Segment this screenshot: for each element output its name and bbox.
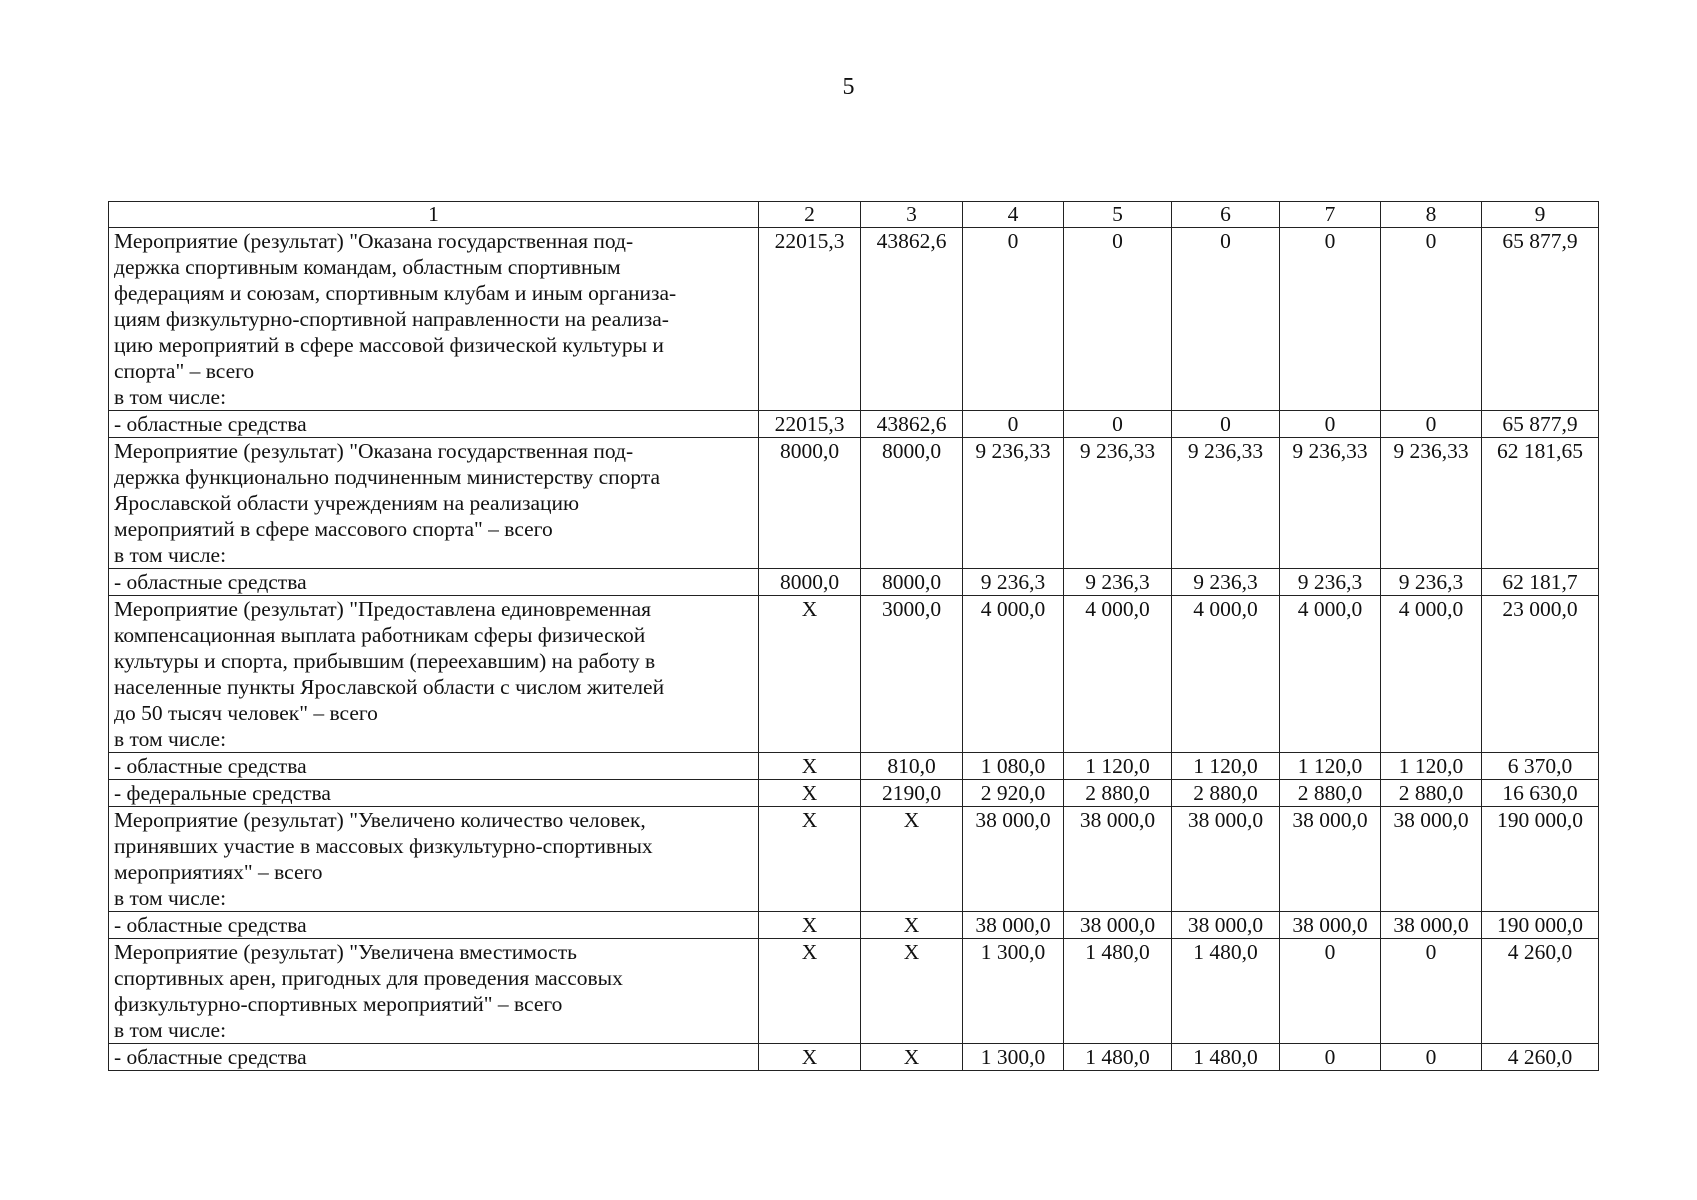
value-cell: 0: [963, 411, 1064, 438]
value-cell: 2 880,0: [1172, 780, 1280, 807]
column-number: 8: [1381, 202, 1482, 228]
value-cell: 1 300,0: [963, 939, 1064, 1044]
measure-description: [109, 939, 759, 1044]
funding-source-label: - областные средства: [109, 912, 759, 939]
column-number: 4: [963, 202, 1064, 228]
description-line: принявших участие в массовых физкультурно-спортивных: [114, 834, 653, 858]
value-cell: 2 920,0: [963, 780, 1064, 807]
description-line: культуры и спорта, прибывшим (переехавшим) на работу в: [114, 649, 656, 673]
value-cell: 2190,0: [861, 780, 963, 807]
value-cell: 3000,0: [861, 596, 963, 753]
description-line: в том числе:: [114, 1018, 227, 1042]
value-cell: 2 880,0: [1381, 780, 1482, 807]
description-line: мероприятий в сфере массового спорта" – всего: [114, 517, 553, 541]
description-line: мероприятиях" – всего: [114, 860, 323, 884]
budget-table: [108, 201, 1599, 1071]
value-cell: 2 880,0: [1064, 780, 1172, 807]
value-cell: 9 236,3: [1280, 569, 1381, 596]
value-cell: 8000,0: [861, 438, 963, 569]
table-body: [109, 202, 1599, 1071]
description-line: физкультурно-спортивных мероприятий" – всего: [114, 992, 563, 1016]
description-line: в том числе:: [114, 543, 227, 567]
value-cell: 0: [1280, 1044, 1381, 1071]
value-cell: 1 480,0: [1064, 1044, 1172, 1071]
value-cell: 8000,0: [759, 569, 861, 596]
value-cell: 2 880,0: [1280, 780, 1381, 807]
value-cell: 4 260,0: [1482, 1044, 1599, 1071]
value-cell: 38 000,0: [1064, 912, 1172, 939]
value-cell: 0: [1381, 939, 1482, 1044]
value-cell: 8000,0: [759, 438, 861, 569]
description-line: в том числе:: [114, 886, 227, 910]
value-cell: 6 370,0: [1482, 753, 1599, 780]
value-cell: 9 236,3: [1381, 569, 1482, 596]
value-cell: 38 000,0: [963, 912, 1064, 939]
value-cell: Х: [861, 807, 963, 912]
measure-row: [109, 596, 1599, 753]
value-cell: 4 000,0: [1381, 596, 1482, 753]
description-line: держка функционально подчиненным министерству спорта: [114, 465, 661, 489]
value-cell: 65 877,9: [1482, 411, 1599, 438]
value-cell: 4 000,0: [963, 596, 1064, 753]
value-cell: 22015,3: [759, 411, 861, 438]
description-line: в том числе:: [114, 727, 227, 751]
value-cell: 4 000,0: [1064, 596, 1172, 753]
value-cell: 1 300,0: [963, 1044, 1064, 1071]
value-cell: 0: [963, 228, 1064, 411]
description-line: в том числе:: [114, 385, 227, 409]
value-cell: 1 120,0: [1172, 753, 1280, 780]
funding-source-label: - областные средства: [109, 569, 759, 596]
column-number: 1: [109, 202, 759, 228]
funding-source-row: [109, 753, 1599, 780]
value-cell: Х: [861, 1044, 963, 1071]
value-cell: 0: [1064, 228, 1172, 411]
page-number: 5: [842, 74, 855, 100]
value-cell: 4 000,0: [1280, 596, 1381, 753]
value-cell: 4 260,0: [1482, 939, 1599, 1044]
value-cell: 0: [1280, 228, 1381, 411]
description-line: держка спортивным командам, областным спортивным: [114, 255, 621, 279]
description-line: Мероприятие (результат) "Оказана государственная под-: [114, 229, 634, 253]
value-cell: 190 000,0: [1482, 807, 1599, 912]
value-cell: Х: [759, 780, 861, 807]
value-cell: Х: [861, 939, 963, 1044]
description-line: Мероприятие (результат) "Увеличена вместимость: [114, 940, 577, 964]
value-cell: 0: [1381, 411, 1482, 438]
column-number: 6: [1172, 202, 1280, 228]
description-line: Мероприятие (результат) "Увеличено количество человек,: [114, 808, 646, 832]
value-cell: 0: [1381, 1044, 1482, 1071]
value-cell: 38 000,0: [1172, 912, 1280, 939]
description-line: Ярославской области учреждениям на реализацию: [114, 491, 580, 515]
measure-row: [109, 939, 1599, 1044]
funding-source-row: [109, 912, 1599, 939]
value-cell: Х: [759, 807, 861, 912]
value-cell: 1 080,0: [963, 753, 1064, 780]
column-number: 9: [1482, 202, 1599, 228]
funding-source-label: - областные средства: [109, 753, 759, 780]
value-cell: 9 236,3: [1064, 569, 1172, 596]
measure-description: [109, 807, 759, 912]
funding-source-row: [109, 780, 1599, 807]
column-number: 7: [1280, 202, 1381, 228]
measure-row: [109, 228, 1599, 411]
funding-source-row: [109, 569, 1599, 596]
value-cell: 65 877,9: [1482, 228, 1599, 411]
value-cell: 16 630,0: [1482, 780, 1599, 807]
funding-source-row: [109, 1044, 1599, 1071]
funding-source-label: - федеральные средства: [109, 780, 759, 807]
value-cell: 0: [1280, 939, 1381, 1044]
column-number: 5: [1064, 202, 1172, 228]
value-cell: 0: [1172, 411, 1280, 438]
value-cell: 9 236,3: [1172, 569, 1280, 596]
value-cell: 0: [1064, 411, 1172, 438]
value-cell: 23 000,0: [1482, 596, 1599, 753]
description-line: населенные пункты Ярославской области с числом жителей: [114, 675, 665, 699]
value-cell: 62 181,65: [1482, 438, 1599, 569]
description-line: циям физкультурно-спортивной направленности на реализа-: [114, 307, 669, 331]
value-cell: 43862,6: [861, 228, 963, 411]
value-cell: Х: [759, 1044, 861, 1071]
value-cell: 43862,6: [861, 411, 963, 438]
value-cell: 38 000,0: [1381, 912, 1482, 939]
column-number: 2: [759, 202, 861, 228]
value-cell: 810,0: [861, 753, 963, 780]
value-cell: 38 000,0: [1381, 807, 1482, 912]
value-cell: Х: [861, 912, 963, 939]
description-line: до 50 тысяч человек" – всего: [114, 701, 378, 725]
description-line: спортивных арен, пригодных для проведения массовых: [114, 966, 623, 990]
funding-source-label: - областные средства: [109, 1044, 759, 1071]
measure-description: [109, 596, 759, 753]
value-cell: 38 000,0: [1280, 807, 1381, 912]
measure-description: [109, 228, 759, 411]
value-cell: 4 000,0: [1172, 596, 1280, 753]
description-line: компенсационная выплата работникам сферы физической: [114, 623, 646, 647]
funding-source-row: [109, 411, 1599, 438]
value-cell: 0: [1280, 411, 1381, 438]
value-cell: 190 000,0: [1482, 912, 1599, 939]
description-line: Мероприятие (результат) "Предоставлена единовременная: [114, 597, 652, 621]
value-cell: 9 236,3: [963, 569, 1064, 596]
description-line: спорта" – всего: [114, 359, 255, 383]
value-cell: 0: [1172, 228, 1280, 411]
value-cell: 9 236,33: [1172, 438, 1280, 569]
column-number: 3: [861, 202, 963, 228]
column-number-row: [109, 202, 1599, 228]
value-cell: 1 120,0: [1280, 753, 1381, 780]
measure-row: [109, 807, 1599, 912]
value-cell: Х: [759, 939, 861, 1044]
funding-source-label: - областные средства: [109, 411, 759, 438]
value-cell: Х: [759, 753, 861, 780]
description-line: федерациям и союзам, спортивным клубам и иным организа-: [114, 281, 677, 305]
value-cell: 22015,3: [759, 228, 861, 411]
value-cell: 9 236,33: [1280, 438, 1381, 569]
value-cell: 9 236,33: [1064, 438, 1172, 569]
description-line: Мероприятие (результат) "Оказана государственная под-: [114, 439, 634, 463]
value-cell: 9 236,33: [963, 438, 1064, 569]
value-cell: 1 120,0: [1381, 753, 1482, 780]
value-cell: 0: [1381, 228, 1482, 411]
value-cell: 62 181,7: [1482, 569, 1599, 596]
value-cell: 38 000,0: [1172, 807, 1280, 912]
description-line: цию мероприятий в сфере массовой физической культуры и: [114, 333, 664, 357]
value-cell: 9 236,33: [1381, 438, 1482, 569]
value-cell: Х: [759, 912, 861, 939]
measure-description: [109, 438, 759, 569]
value-cell: 8000,0: [861, 569, 963, 596]
value-cell: 38 000,0: [1064, 807, 1172, 912]
value-cell: Х: [759, 596, 861, 753]
value-cell: 38 000,0: [963, 807, 1064, 912]
value-cell: 1 480,0: [1172, 939, 1280, 1044]
measure-row: [109, 438, 1599, 569]
value-cell: 38 000,0: [1280, 912, 1381, 939]
value-cell: 1 120,0: [1064, 753, 1172, 780]
value-cell: 1 480,0: [1064, 939, 1172, 1044]
value-cell: 1 480,0: [1172, 1044, 1280, 1071]
